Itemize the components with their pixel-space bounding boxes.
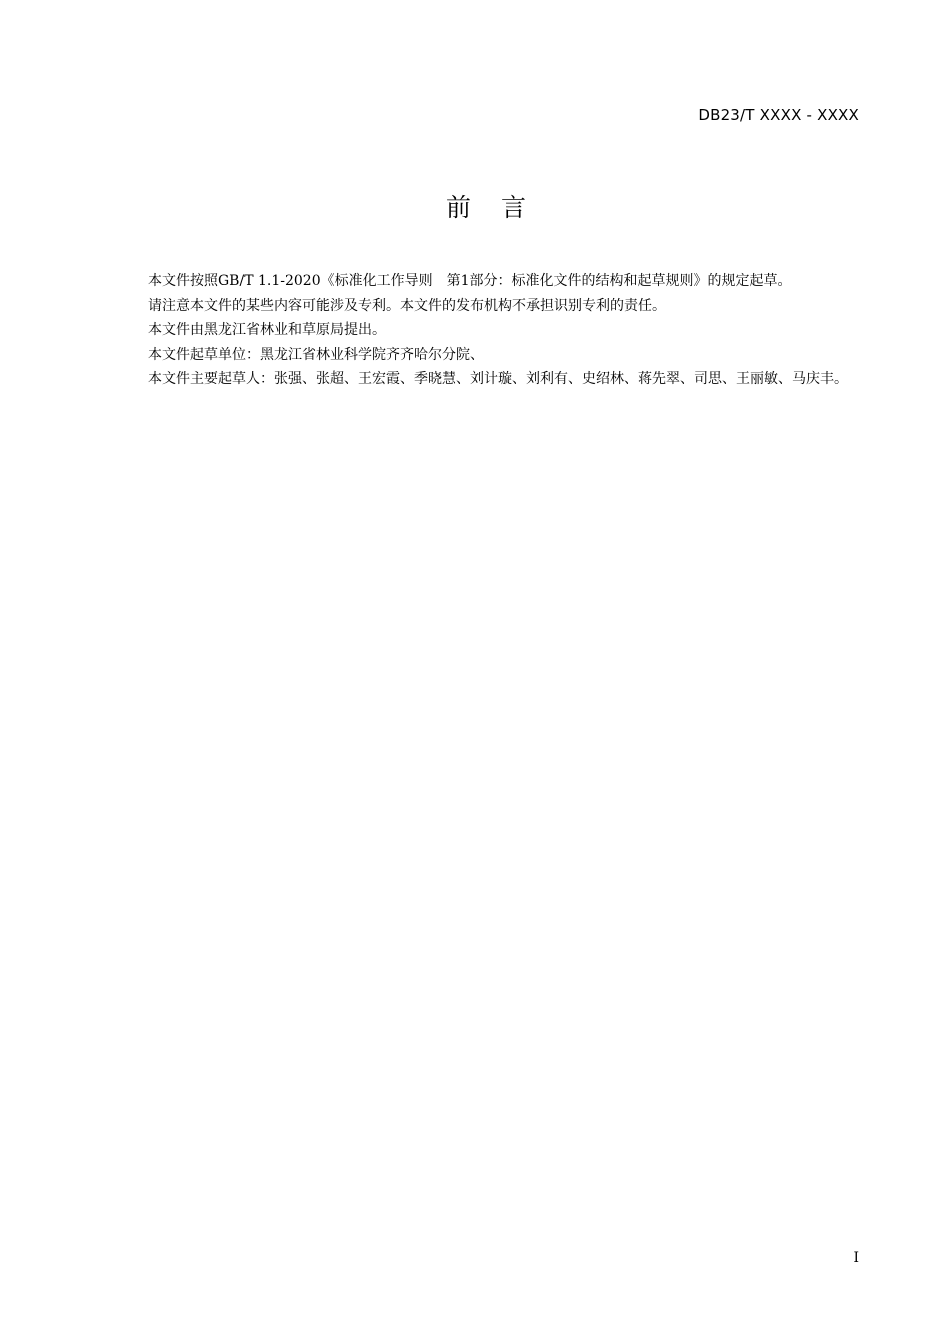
paragraph-drafters: 本文件主要起草人：张强、张超、王宏霞、季晓慧、刘计璇、刘利有、史绍林、蒋先翠、司思、王丽敏、马庆丰。 — [148, 371, 848, 387]
title-char-2: 言 — [501, 193, 527, 222]
paragraph-drafting-rules: 本文件按照GB/T 1.1-2020《标准化工作导则 第1部分：标准化文件的结构和起草规则》的规定起草。 — [148, 273, 792, 289]
foreword-body — [114, 269, 860, 392]
paragraph-drafting-unit: 本文件起草单位：黑龙江省林业科学院齐齐哈尔分院、 — [148, 346, 484, 363]
page-number: I — [853, 1250, 859, 1266]
paragraph-proposer: 本文件由黑龙江省林业和草原局提出。 — [148, 322, 386, 338]
paragraph-patent-notice: 请注意本文件的某些内容可能涉及专利。本文件的发布机构不承担识别专利的责任。 — [148, 297, 666, 314]
page-title — [0, 188, 950, 228]
document-code-header: DB23/T XXXX - XXXX — [698, 106, 859, 124]
title-char-1: 前 — [445, 193, 471, 222]
